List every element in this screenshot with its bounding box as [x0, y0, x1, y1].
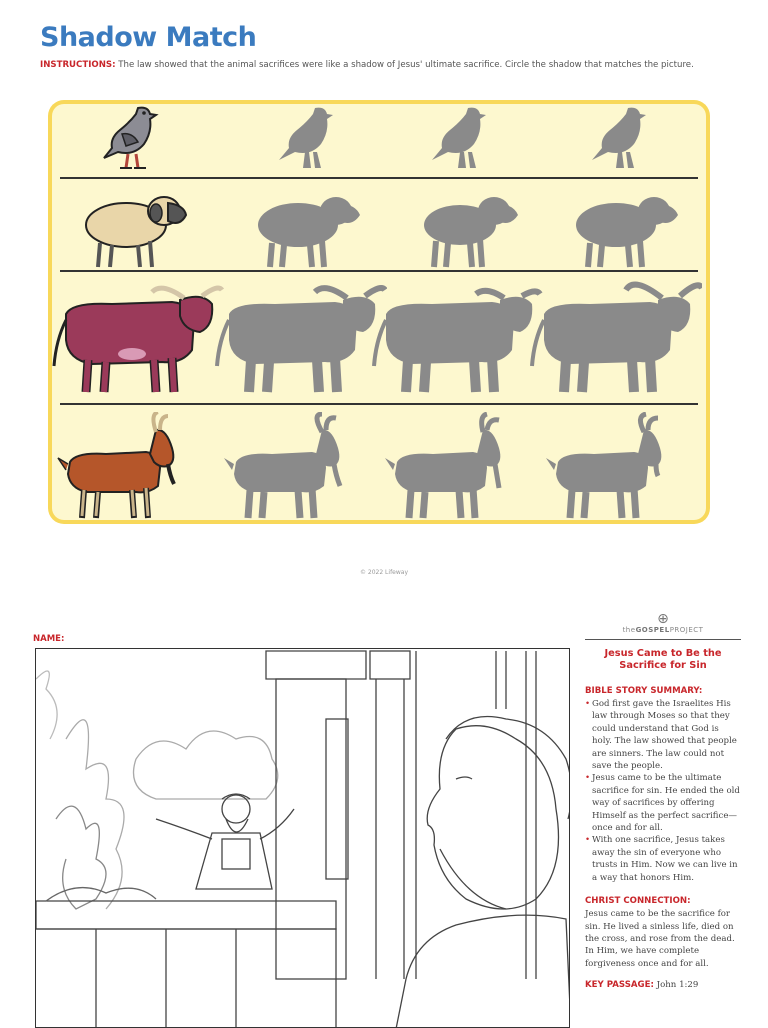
summary-list	[585, 698, 741, 884]
key-passage-value: John 1:29	[653, 980, 699, 991]
brand-small: the	[622, 626, 636, 634]
copyright: © 2022 Lifeway	[359, 569, 409, 576]
dove-shadow-3[interactable]	[588, 102, 652, 174]
key-passage-label: KEY PASSAGE:	[585, 980, 654, 991]
ox-shadow-2[interactable]	[372, 280, 544, 398]
goat-shadow-3[interactable]	[544, 412, 668, 522]
goat-picture	[56, 412, 180, 522]
instructions-label: INSTRUCTIONS:	[40, 60, 116, 70]
dove-picture	[98, 102, 162, 174]
ox-shadow-3[interactable]	[530, 276, 702, 398]
lesson-title: Jesus Came to Be the Sacrifice for Sin	[604, 648, 722, 671]
page-title: Shadow Match	[40, 22, 257, 53]
summary-heading: BIBLE STORY SUMMARY:	[585, 686, 703, 696]
dove-shadow-1[interactable]	[275, 102, 339, 174]
instructions-text: The law showed that the animal sacrifices were like a shadow of Jesus' ultimate sacrifice. Circle the shadow that matches the picture.	[115, 60, 694, 70]
connection-heading: CHRIST CONNECTION:	[585, 896, 691, 907]
sheep-shadow-3[interactable]	[570, 185, 682, 271]
sheep-shadow-2[interactable]	[414, 185, 526, 271]
ox-shadow-1[interactable]	[215, 280, 387, 398]
key-passage	[585, 980, 741, 990]
temple-sacrifice-line-art	[36, 649, 570, 1028]
name-label: NAME:	[33, 634, 65, 644]
cross-logo-icon: ⊕	[657, 611, 669, 627]
lesson-sidebar	[585, 612, 741, 990]
goat-shadow-2[interactable]	[383, 412, 507, 522]
summary-item: • God first gave the Israelites His law through Moses so that they could understand that God is holy. The law showed that people are sinners. The law could not save the people.	[585, 698, 741, 772]
goat-shadow-1[interactable]	[222, 412, 346, 522]
summary-item: • With one sacrifice, Jesus takes away the sin of everyone who trusts in Him. Now we can live in a way that honors Him.	[585, 834, 741, 884]
connection-text: Jesus came to be the sacrifice for sin. He lived a sinless life, died on the cross, and rose from the dead. In Him, we have complete forgiveness once and for all.	[585, 909, 735, 969]
brand-rest: PROJECT	[669, 626, 704, 634]
coloring-illustration	[35, 648, 570, 1028]
summary-item: • Jesus came to be the ultimate sacrifice for sin. He ended the old way of sacrifices by offering Himself as the perfect sacrifice—once and for all.	[585, 772, 741, 834]
sheep-shadow-1[interactable]	[252, 185, 364, 271]
ox-picture	[52, 280, 224, 398]
brand-divider	[585, 639, 741, 640]
dove-shadow-2[interactable]	[428, 102, 492, 174]
brand-bold: GOSPEL	[635, 626, 670, 634]
instructions	[40, 60, 740, 70]
sheep-picture	[80, 185, 192, 271]
row-divider	[60, 403, 698, 405]
row-divider	[60, 177, 698, 179]
brand-logo	[585, 626, 741, 634]
